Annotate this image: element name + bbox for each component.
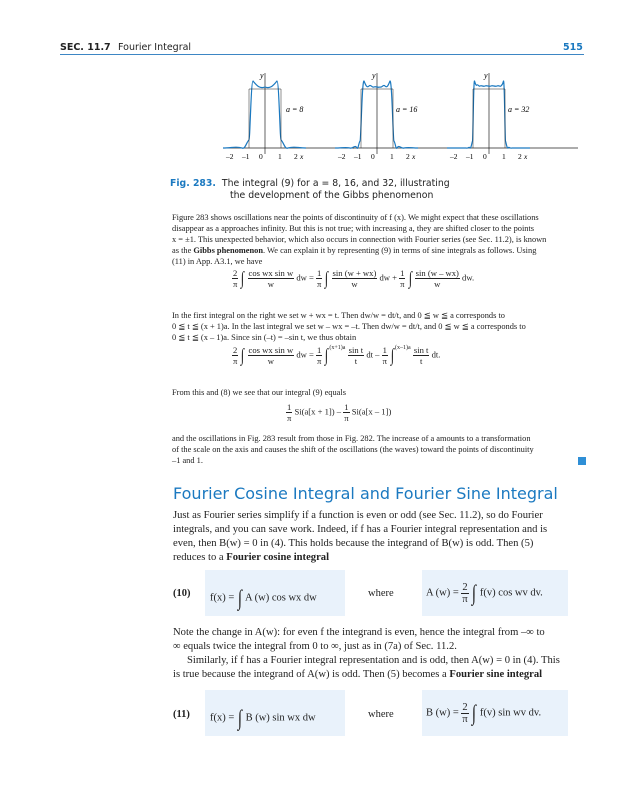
p1-line5: (11) in App. A3.1, we have	[172, 257, 263, 266]
graph-a16-label: a = 16	[396, 105, 418, 114]
header-section: SEC. 11.7	[60, 42, 111, 53]
p4-line1: and the oscillations in Fig. 283 result from those in Fig. 282. The increase of a amounts to a transformation	[172, 434, 531, 443]
graph-a32-label: a = 32	[508, 105, 530, 114]
s3-line2: is true because the integrand of A(w) is odd. Then (5) becomes a Fourier sine integral	[173, 669, 543, 680]
graph-a32	[442, 70, 582, 170]
p2-line1: In the first integral on the right we set w + wx = t. Then dw/w = dt/t, and 0 ≦ w ≦ a corresponds to	[172, 311, 505, 320]
p2-line2: 0 ≦ t ≦ (x + 1)a. In the last integral we set w – wx = –t. Then dw/w = dt/t, and 0 ≦ w ≦ a corresponds to	[172, 322, 526, 331]
s1-line3: even, then B(w) = 0 in (4). This holds because the integrand of B(w) is odd. Then (5)	[173, 538, 534, 549]
equation-11-lhs-box: f(x) = ∫ B (w) sin wx dw	[205, 690, 345, 736]
gibbs-paragraph-2	[172, 310, 586, 343]
eq11-rhs-lhs: B (w) =	[426, 707, 459, 719]
tick-x: x	[412, 152, 416, 161]
section-title: Fourier Cosine Integral and Fourier Sine Integral	[173, 484, 558, 503]
tick-0: 0	[371, 152, 375, 161]
figure-caption	[170, 178, 570, 202]
equation-sine-split: $\frac{2}{\pi}$ ∫ $\frac{\text{cos wx sin w}}{w}$ dw = $\frac{1}{\pi}$ ∫ $\frac{\sin (w + wx)}{w}$ dw + $\frac{1}{\pi}$ ∫ $\frac{\sin (w - wx)}{w}$ dw.	[232, 268, 475, 289]
p1-line3: x = ±1. This unexpected behavior, which also occurs in connection with Fourier series (see Sec. 11.2), is known	[172, 235, 547, 244]
header-title: Fourier Integral	[118, 42, 192, 53]
eq11-where: where	[368, 709, 394, 720]
equation-10-rhs-box: A (w) = $\frac{2}{\pi}$ ∫ f(v) cos wv dv.	[422, 570, 568, 616]
p1-line4: as the Gibbs phenomenon. We can explain it by representing (9) in terms of sine integrals as follows. Using	[172, 246, 537, 255]
tick-1: 1	[502, 152, 506, 161]
graph-a16-ylabel: y	[372, 71, 376, 80]
tick-2: 2	[518, 152, 522, 161]
section-paragraph-2	[173, 626, 587, 682]
sine-integral-term: Fourier sine integral	[449, 669, 543, 680]
p2-line3: 0 ≦ t ≦ (x – 1)a. Since sin (–t) = –sin t, we thus obtain	[172, 333, 357, 342]
s2-line1: Note the change in A(w): for even f the integrand is even, hence the integral from –∞ to	[173, 627, 545, 638]
equation-11-number: (11)	[173, 709, 190, 720]
eq10-rhs-body: f(v) cos wv dv.	[479, 587, 543, 599]
s2-line2: ∞ equals twice the integral from 0 to ∞, just as in (7a) of Sec. 11.2.	[173, 641, 457, 652]
tick-x: x	[300, 152, 304, 161]
gibbs-paragraph-1	[172, 212, 586, 267]
tick-2: 2	[294, 152, 298, 161]
eq10-where: where	[368, 588, 394, 599]
tick-x: x	[524, 152, 528, 161]
eq10-body: A (w) cos wx dw	[245, 592, 317, 604]
eq11-lhs: f(x) =	[210, 712, 235, 724]
tick-neg1: –1	[242, 152, 250, 161]
equation-10-lhs-box: f(x) = ∫ A (w) cos wx dw	[205, 570, 345, 616]
graph-a32-ylabel: y	[484, 71, 488, 80]
graph-a8-label: a = 8	[286, 105, 304, 114]
header-rule	[60, 54, 584, 55]
eq11-rhs-body: f(v) sin wv dv.	[479, 707, 542, 719]
caption-line2: the development of the Gibbs phenomenon	[230, 190, 434, 201]
gibbs-paragraph-4	[172, 433, 586, 466]
s1-line2: integrals, and you can save work. Indeed, if f has a Fourier integral representation and is	[173, 524, 548, 535]
s3-line1: Similarly, if f has a Fourier integral representation and is odd, then A(w) = 0 in (4). This	[187, 655, 560, 666]
equation-11-rhs-box: B (w) = $\frac{2}{\pi}$ ∫ f(v) sin wv dv.	[422, 690, 568, 736]
tick-neg2: –2	[226, 152, 234, 161]
s1-line4: reduces to a Fourier cosine integral	[173, 552, 330, 563]
p1-line1: Figure 283 shows oscillations near the points of discontinuity of f (x). We might expect that these oscillations	[172, 213, 539, 222]
gibbs-paragraph-3: From this and (8) we see that our integral (9) equals	[172, 388, 346, 397]
figure-label: Fig. 283.	[170, 178, 216, 189]
caption-line1: The integral (9) for a = 8, 16, and 32, illustrating	[221, 178, 450, 189]
eq10-lhs: f(x) =	[210, 592, 235, 604]
end-of-example-marker	[578, 457, 586, 465]
eq11-body: B (w) sin wx dw	[245, 712, 316, 724]
equation-10-number: (10)	[173, 588, 191, 599]
tick-neg1: –1	[466, 152, 474, 161]
p4-line3: –1 and 1.	[172, 456, 203, 465]
tick-neg2: –2	[450, 152, 458, 161]
equation-si: $\frac{1}{\pi}$ Si(a[x + 1]) – $\frac{1}{\pi}$ Si(a[x – 1])	[286, 402, 392, 423]
cosine-integral-term: Fourier cosine integral	[226, 552, 330, 563]
s1-line1: Just as Fourier series simplify if a function is even or odd (see Sec. 11.2), so do Fourier	[173, 510, 543, 521]
tick-0: 0	[259, 152, 263, 161]
tick-0: 0	[483, 152, 487, 161]
p4-line2: of the scale on the axis and causes the shift of the oscillations (the waves) toward the points of discontinuity	[172, 445, 534, 454]
tick-neg1: –1	[354, 152, 362, 161]
tick-1: 1	[390, 152, 394, 161]
page-number: 515	[563, 42, 583, 53]
graph-a8-ylabel: y	[260, 71, 264, 80]
tick-neg2: –2	[338, 152, 346, 161]
section-paragraph-1	[173, 509, 587, 565]
eq10-rhs-lhs: A (w) =	[426, 587, 459, 599]
gibbs-phenomenon-term: Gibbs phenomenon	[193, 246, 263, 255]
p1-line2: disappear as a approaches infinity. But this is not true; with increasing a, they are shifted closer to the points	[172, 224, 535, 233]
equation-substitution: $\frac{2}{\pi}$ ∫ $\frac{\text{cos wx sin w}}{w}$ dw = $\frac{1}{\pi}$ ∫$^{(x+1)a}$ $\frac{\text{sin t}}{t}$ dt – $\frac{1}{\pi}$ ∫$^{(x-1)a}$ $\frac{\text{sin t}}{t}$ dt.	[232, 345, 441, 366]
tick-2: 2	[406, 152, 410, 161]
tick-1: 1	[278, 152, 282, 161]
